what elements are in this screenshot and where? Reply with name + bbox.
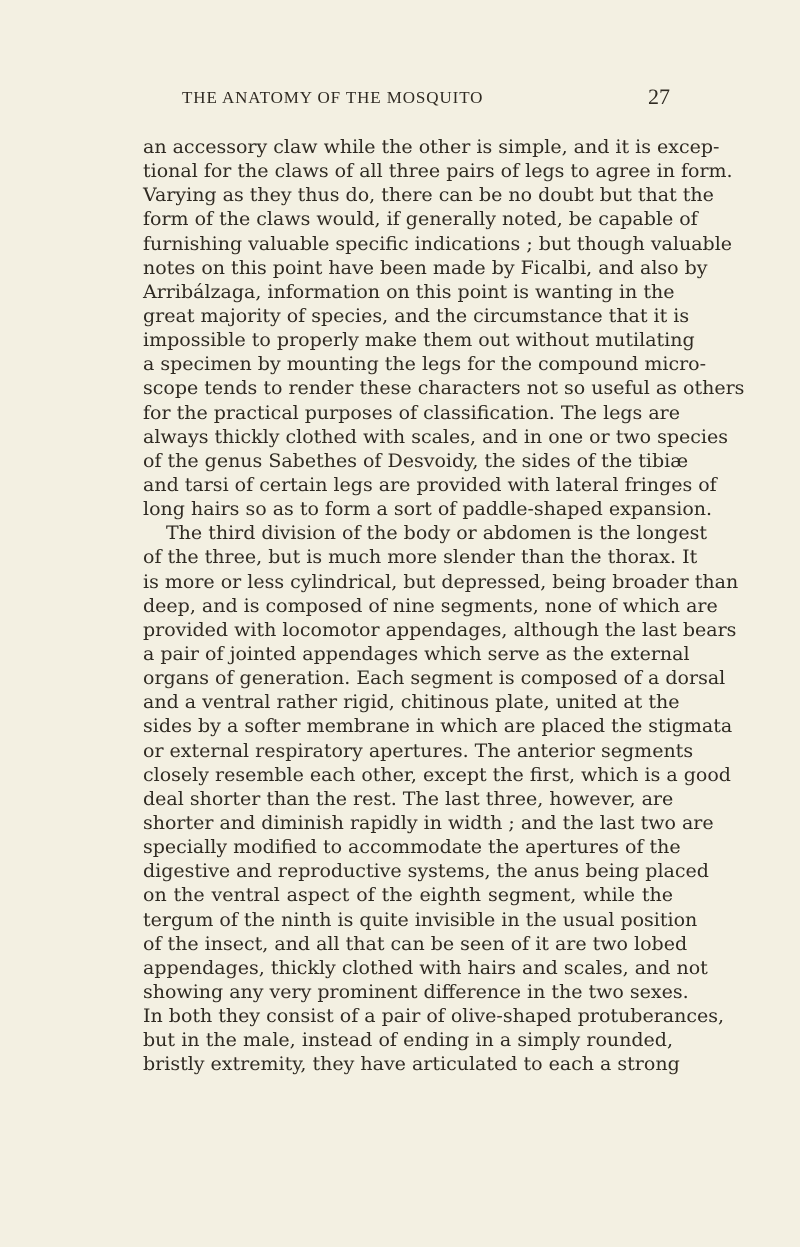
text-line: sides by a softer membrane in which are placed the stigmata — [143, 715, 733, 738]
paragraph-start-line: The third division of the body or abdomen is the longest — [166, 522, 707, 545]
text-line: on the ventral aspect of the eighth segment, while the — [143, 884, 673, 907]
text-line: great majority of species, and the circumstance that it is — [143, 304, 690, 327]
text-line: always thickly clothed with scales, and in one or two species — [143, 425, 728, 448]
text-line: organs of generation. Each segment is composed of a dorsal — [143, 667, 726, 690]
text-line: a pair of jointed appendages which serve as the external — [143, 642, 690, 665]
text-line: of the genus Sabethes of Desvoidy, the sides of the tibiæ — [143, 449, 689, 472]
text-line: deal shorter than the rest. The last three, however, are — [143, 787, 674, 810]
text-line: Arribálzaga, information on this point is wanting in the — [143, 280, 675, 303]
text-line: Varying as they thus do, there can be no doubt but that the — [143, 184, 714, 207]
text-line: shorter and diminish rapidly in width ; and the last two are — [143, 811, 714, 834]
text-line: is more or less cylindrical, but depressed, being broader than — [143, 570, 739, 593]
page-header — [150, 84, 670, 118]
text-line: bristly extremity, they have articulated to each a strong — [143, 1053, 680, 1076]
text-line: digestive and reproductive systems, the anus being placed — [143, 860, 709, 883]
body-text — [143, 135, 745, 1076]
text-line: In both they consist of a pair of olive-shaped protuberances, — [143, 1005, 725, 1028]
text-line: notes on this point have been made by Ficalbi, and also by — [143, 256, 708, 279]
text-line: but in the male, instead of ending in a simply rounded, — [143, 1029, 673, 1052]
text-line: for the practical purposes of classification. The legs are — [143, 401, 680, 424]
text-line: tergum of the ninth is quite invisible in the usual position — [143, 908, 698, 931]
text-line: impossible to properly make them out without mutilating — [143, 329, 695, 352]
text-line: an accessory claw while the other is simple, and it is excep- — [143, 136, 720, 158]
running-title: THE ANATOMY OF THE MOSQUITO — [182, 88, 484, 107]
text-line: of the insect, and all that can be seen of it are two lobed — [143, 932, 688, 955]
text-line: showing any very prominent difference in the two sexes. — [143, 980, 689, 1003]
text-line: of the three, but is much more slender than the thorax. It — [143, 546, 698, 569]
text-line: scope tends to render these characters not so useful as others — [143, 377, 745, 400]
text-line: specially modified to accommodate the apertures of the — [143, 836, 681, 859]
text-line: tional for the claws of all three pairs of legs to agree in form. — [143, 160, 733, 183]
text-line: form of the claws would, if generally noted, be capable of — [143, 208, 698, 231]
text-line: provided with locomotor appendages, although the last bears — [143, 618, 737, 641]
text-line: appendages, thickly clothed with hairs and scales, and not — [143, 956, 708, 979]
page-number: 27 — [648, 84, 670, 109]
text-line: furnishing valuable specific indications ; but though valuable — [143, 232, 733, 255]
text-line: and tarsi of certain legs are provided with lateral fringes of — [143, 473, 717, 496]
text-line: deep, and is composed of nine segments, none of which are — [143, 594, 718, 617]
text-line: and a ventral rather rigid, chitinous plate, united at the — [143, 691, 680, 714]
text-line: a specimen by mounting the legs for the compound micro- — [143, 353, 707, 376]
text-line: long hairs so as to form a sort of paddle-shaped expansion. — [143, 498, 713, 521]
text-line: or external respiratory apertures. The anterior segments — [143, 739, 694, 762]
text-line: closely resemble each other, except the first, which is a good — [143, 763, 731, 786]
